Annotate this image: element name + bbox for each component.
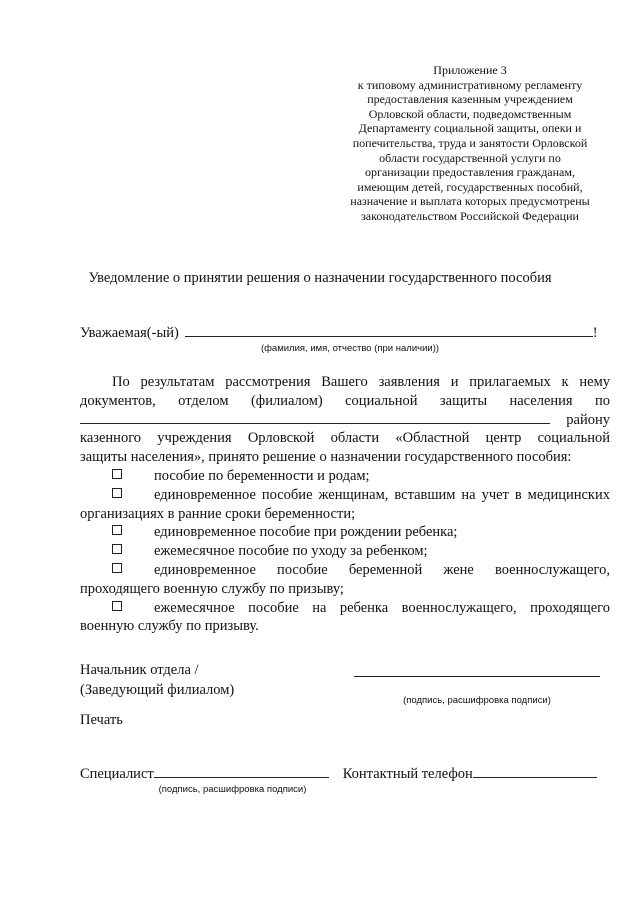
- head-title-line2: (Заведующий филиалом): [80, 682, 235, 698]
- specialist-signature-line[interactable]: [154, 777, 329, 778]
- benefit-item: [80, 486, 610, 524]
- appendix-line: Департаменту социальной защиты, опеки и: [358, 121, 582, 136]
- appendix-line: имеющим детей, государственных пособий,: [357, 179, 583, 194]
- body-line: По результатам рассмотрения Вашего заявления и прилагаемых к нему: [112, 374, 610, 390]
- district-label: району: [566, 411, 610, 428]
- salutation-label: Уважаемая(-ый): [80, 325, 179, 341]
- salutation-exclamation: !: [592, 325, 598, 341]
- body-line: документов, отделом (филиалом) социальной защиты населения по: [80, 392, 610, 409]
- appendix-heading: Приложение 3: [433, 63, 507, 77]
- checkbox-icon[interactable]: [112, 544, 122, 554]
- benefit-item: [80, 561, 610, 599]
- checkbox-icon[interactable]: [112, 525, 122, 535]
- appendix-line: организации предоставления гражданам,: [365, 165, 575, 180]
- head-signature-line[interactable]: [354, 676, 600, 677]
- appendix-header: [330, 63, 610, 224]
- decision-text: [80, 373, 610, 636]
- appendix-line: попечительства, труда и занятости Орловской: [352, 135, 588, 150]
- benefit-label: единовременное пособие беременной жене военнослужащего, проходящего военную службу по призыву;: [80, 561, 610, 597]
- district-row: [80, 411, 610, 430]
- specialist-label: Специалист: [80, 766, 154, 782]
- checkbox-icon[interactable]: [112, 488, 122, 498]
- benefit-label: ежемесячное пособие по уходу за ребенком;: [154, 543, 428, 560]
- appendix-line: предоставления казенным учреждением: [367, 92, 573, 107]
- checkbox-icon[interactable]: [112, 469, 122, 479]
- checkbox-icon[interactable]: [112, 601, 122, 611]
- appendix-line: законодательством Российской Федерации: [361, 208, 579, 223]
- benefit-item: [80, 599, 610, 637]
- specialist-row: [80, 764, 597, 784]
- appendix-line: области государственной услуги по: [379, 150, 561, 165]
- body-line: казенного учреждения Орловской области «Областной центр социальной: [80, 430, 610, 447]
- benefit-item: [80, 523, 610, 542]
- recipient-name-caption: (фамилия, имя, отчество (при наличии)): [260, 343, 440, 354]
- benefit-item: [80, 467, 610, 486]
- head-title-line1: Начальник отдела /: [80, 662, 199, 678]
- phone-line[interactable]: [473, 777, 597, 778]
- head-signature-caption: (подпись, расшифровка подписи): [403, 695, 551, 706]
- district-line[interactable]: [80, 423, 550, 424]
- document-title: Уведомление о принятии решения о назначении государственного пособия: [88, 270, 552, 286]
- benefit-label: ежемесячное пособие на ребенка военнослужащего, проходящего военную службу по призыву.: [80, 599, 610, 635]
- appendix-line: назначение и выплата которых предусмотрены: [350, 194, 590, 209]
- checkbox-icon[interactable]: [112, 563, 122, 573]
- benefit-label: пособие по беременности и родам;: [154, 467, 370, 484]
- appendix-line: Орловской области, подведомственным: [368, 106, 572, 121]
- benefit-item: [80, 542, 610, 561]
- stamp-label: Печать: [80, 712, 123, 728]
- specialist-signature-caption: (подпись, расшифровка подписи): [158, 784, 307, 795]
- appendix-line: к типовому административному регламенту: [357, 77, 583, 92]
- recipient-name-line[interactable]: [185, 336, 593, 337]
- body-line: защиты населения», принято решение о назначении государственного пособия:: [80, 449, 572, 466]
- phone-label: Контактный телефон: [342, 766, 473, 782]
- benefit-label: единовременное пособие женщинам, вставшим на учет в медицинских организациях в ранние сроки беременности;: [80, 486, 610, 522]
- head-of-department: [80, 660, 234, 700]
- salutation-row: [80, 323, 610, 343]
- benefit-label: единовременное пособие при рождении ребенка;: [154, 524, 458, 541]
